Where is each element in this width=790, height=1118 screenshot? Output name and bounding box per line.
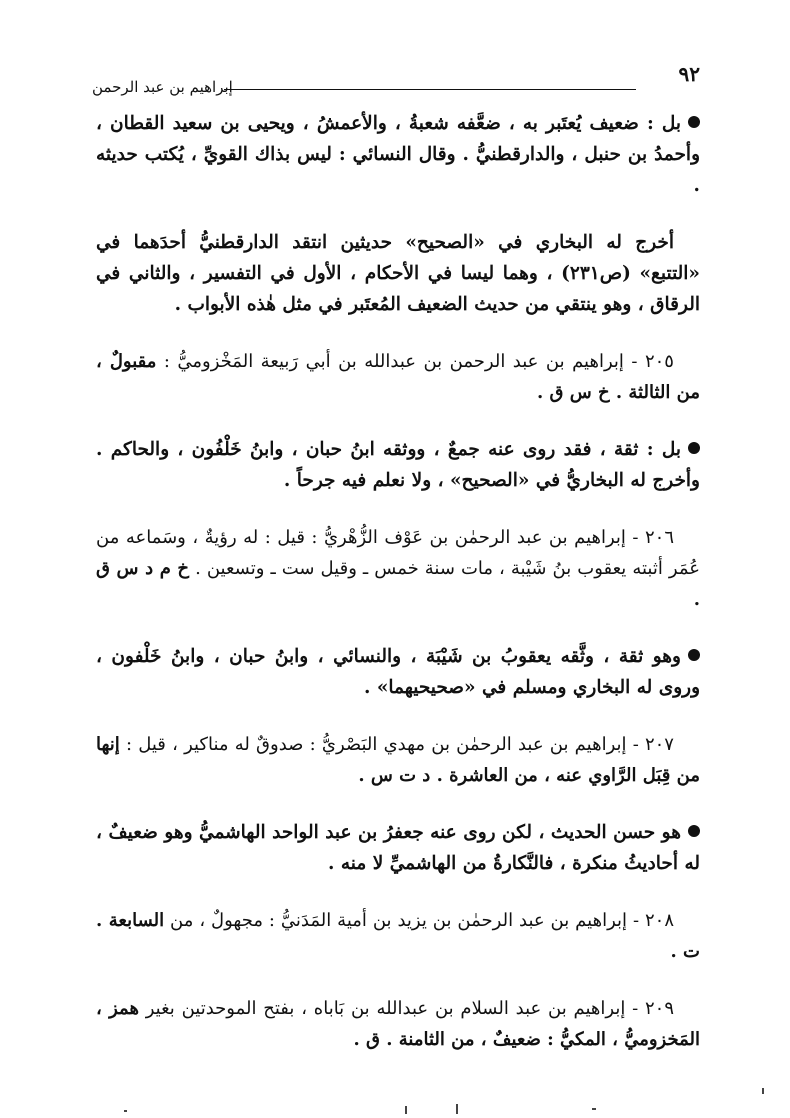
entry-number: ٢٠٦ - [632, 527, 674, 548]
entry-text: إبراهيم بن عبد الرحمٰن بن يزيد بن أمية المَدَنيُّ : مجهولٌ ، من [170, 910, 628, 931]
comment-paragraph: وهو ثقة ، وثَّقه يعقوبُ بن شَيْبَة ، والنسائي ، وابنُ حبان ، وابنُ خَلْفون ، وروى له البخاري ومسلم في «صحيحيهما» . [96, 646, 700, 698]
scan-speck [762, 1088, 764, 1094]
entry-paragraph [96, 729, 700, 791]
scan-speck [456, 1104, 458, 1114]
entry-grade: السابعة . ت . [96, 910, 700, 962]
entry-grade: همز ، المَخزوميُّ ، المكيُّ : ضعيفٌ ، من الثامنة . ق . [96, 998, 700, 1050]
scan-speck [405, 1106, 407, 1114]
bullet-icon [688, 442, 700, 454]
scan-speck [592, 1108, 596, 1110]
scan-speck [124, 1110, 127, 1112]
entry-paragraph [96, 522, 700, 615]
entry-text: إبراهيم بن عبد الرحمن بن عبدالله بن أبي رَبيعة المَخْزوميُّ : [163, 351, 624, 372]
entry-text: إبراهيم بن عبد السلام بن عبدالله بن بَاباه ، بفتح الموحدتين بغير [145, 998, 626, 1019]
bullet-icon [688, 116, 700, 128]
bullet-icon [688, 649, 700, 661]
entry-number: ٢٠٥ - [631, 351, 674, 372]
entry-text: إبراهيم بن عبد الرحمٰن بن عَوْف الزُّهْريُّ : قيل : له رؤيةٌ ، وسَماعه من عُمَر أثبته يعقوب بنُ شَيْبة ، مات سنة خمس ـ وقيل ست ـ وتسعين . [96, 527, 700, 579]
header-rule [224, 89, 636, 90]
bullet-icon [688, 825, 700, 837]
running-title: إبراهيم بن عبد الرحمن [92, 78, 233, 96]
entry-number: ٢٠٧ - [632, 734, 674, 755]
comment-continuation-paragraph: أخرج له البخاري في «الصحيح» حديثين انتقد الدارقطنيُّ أحدَهما في «التتبع» (ص٢٣١) ، وهما ليسا في الأحكام ، الأول في التفسير ، والثاني في الرقاق ، وهو ينتقي من حديث الضعيف المُعتَبر في مثل هٰذه الأبواب . [96, 232, 700, 315]
page-number: ٩٢ [678, 62, 700, 86]
comment-paragraph: بل : ضعيف يُعتَبر به ، ضعَّفه شعبةُ ، والأعمشُ ، ويحيى بن سعيد القطان ، وأحمدُ بن حنبل ، والدارقطنيُّ . وقال النسائي : ليس بذاك القويِّ ، يُكتب حديثه . [96, 113, 700, 196]
entry-paragraph [96, 346, 700, 408]
entry-text: إبراهيم بن عبد الرحمٰن بن مهدي البَصْريُّ : صدوقٌ له مناكير ، قيل : [125, 734, 627, 755]
entry-number: ٢٠٨ - [632, 910, 674, 931]
entry-grade: إنها من قِبَل الرَّاوي عنه ، من العاشرة . د ت س . [96, 734, 700, 786]
page-body [96, 108, 700, 1055]
comment-paragraph: هو حسن الحديث ، لكن روى عنه جعفرُ بن عبد الواحد الهاشميُّ وهو ضعيفٌ ، له أحاديثُ منكرة ، فالنَّكارةُ من الهاشميِّ لا منه . [96, 822, 700, 874]
entry-paragraph [96, 993, 700, 1055]
entry-number: ٢٠٩ - [632, 998, 675, 1019]
page-header [92, 62, 700, 106]
comment-paragraph: بل : ثقة ، فقد روى عنه جمعٌ ، ووثقه ابنُ حبان ، وابنُ خَلْفُون ، والحاكم . وأخرج له البخاريُّ في «الصحيح» ، ولا نعلم فيه جرحاً . [96, 439, 700, 491]
entry-paragraph [96, 905, 700, 967]
entry-grade: خ م د س ق . [96, 558, 700, 610]
entry-grade: مقبولٌ ، من الثالثة . خ س ق . [96, 351, 700, 403]
